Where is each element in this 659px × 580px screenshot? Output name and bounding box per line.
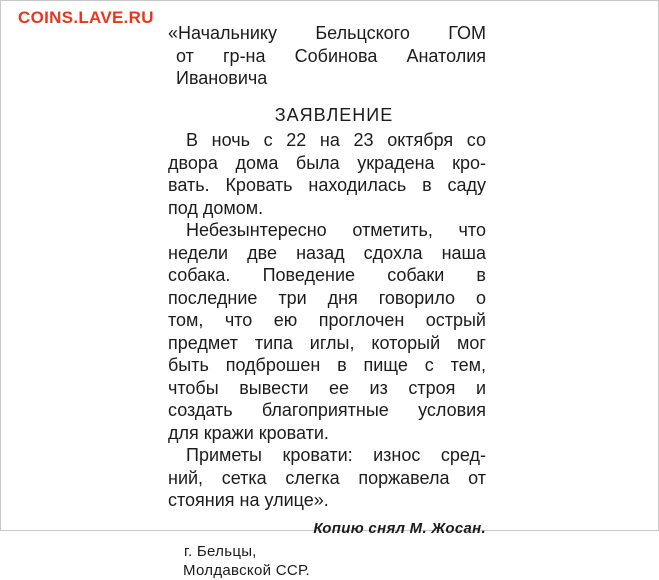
- text-line: ний, сетка слегка поржавела от: [168, 467, 486, 488]
- watermark-text: COINS.LAVE.RU: [18, 8, 154, 27]
- text-line: собака. Поведение собаки в: [168, 265, 486, 285]
- text-line: быть подброшен в пище с тем,: [168, 355, 486, 375]
- text-line: для кражи кровати.: [168, 422, 329, 443]
- text-line: Небезынтересно отметить, что: [186, 220, 486, 240]
- text-line: двора дома была украдена кро-: [168, 152, 486, 173]
- signature-line: Копию снял М. Жосан.: [313, 519, 486, 537]
- text-line: под домом.: [168, 197, 264, 218]
- text-line: последние три дня говорило о: [168, 287, 486, 308]
- paragraph-1: [168, 129, 486, 219]
- text-line: стояния на улице».: [168, 490, 329, 510]
- text-line: вать. Кровать находилась в саду: [168, 175, 486, 195]
- address-block: [168, 22, 486, 90]
- text-line: предмет типа иглы, который мог: [168, 332, 486, 353]
- place-line: г. Бельцы,: [184, 543, 257, 560]
- text-line: В ночь с 22 на 23 октября со: [186, 130, 486, 150]
- paragraph-3: [168, 444, 486, 512]
- document-title: ЗАЯВЛЕНИЕ: [274, 104, 394, 125]
- text-line: чтобы вывести ее из строя и: [168, 377, 486, 398]
- paragraph-2: [168, 219, 486, 444]
- text-line: Приметы кровати: износ сред-: [186, 445, 486, 465]
- text-line: создать благоприятные условия: [168, 400, 486, 420]
- place-line: Молдавской ССР.: [183, 562, 310, 579]
- address-line: от гр-на Собинова Анатолия: [176, 45, 486, 66]
- address-line: Ивановича: [176, 68, 268, 88]
- newspaper-clipping: [168, 22, 486, 580]
- text-line: том, что ею проглочен острый: [168, 310, 486, 330]
- text-line: недели две назад сдохла наша: [168, 242, 486, 263]
- address-line: «Начальнику Бельцского ГОМ: [168, 23, 486, 43]
